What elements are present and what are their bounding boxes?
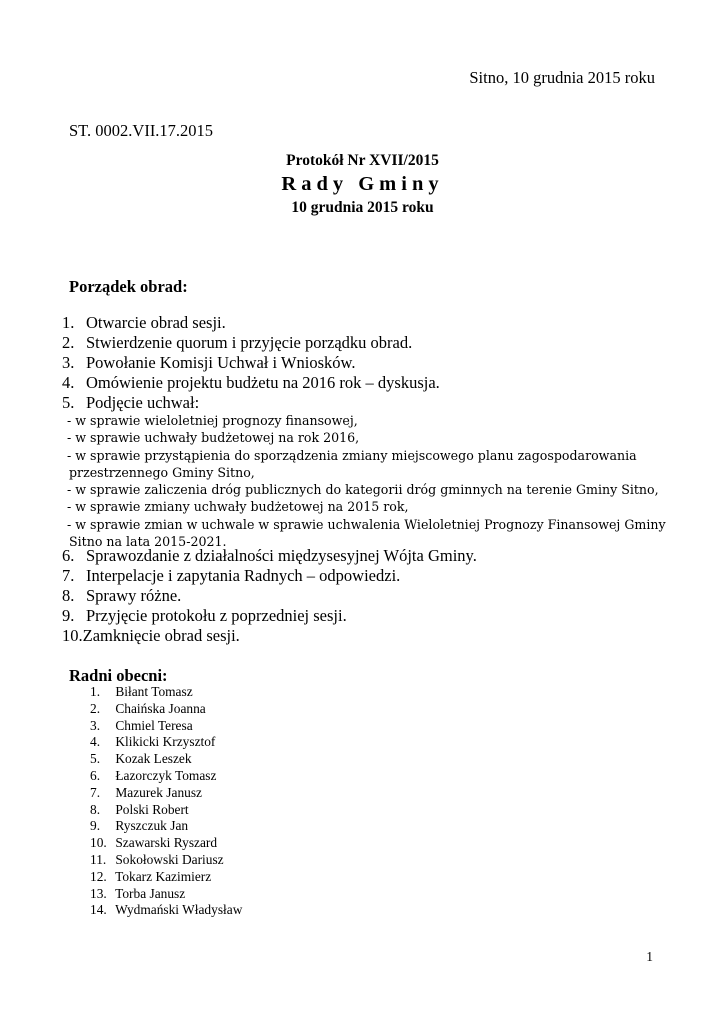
councillor-item [90, 818, 242, 835]
councillor-name: Chmiel Teresa [115, 717, 193, 733]
agenda-item-text: Powołanie Komisji Uchwał i Wniosków. [86, 353, 356, 372]
councillor-name: Ryszczuk Jan [115, 818, 189, 834]
councillor-number: 13. [90, 885, 107, 901]
agenda-list-second [62, 546, 662, 646]
councillor-name: Klikicki Krzysztof [115, 734, 216, 750]
agenda-item-number: 4. [62, 373, 75, 392]
council-name: Rady Gminy [281, 173, 444, 195]
resolution-subitem: - w sprawie wieloletniej prognozy finansowej, [67, 413, 358, 428]
councillor-item [90, 852, 242, 869]
resolution-subitem: - w sprawie uchwały budżetowej na rok 2016, [67, 430, 360, 446]
councillor-item [90, 902, 242, 919]
councillor-number: 7. [90, 784, 101, 800]
place-date: Sitno, 10 grudnia 2015 roku [469, 68, 655, 87]
resolution-subitem: - w sprawie zmian w uchwale w sprawie uchwalenia Wieloletniej Prognozy Finansowej Gminy [67, 516, 666, 532]
councillor-name: Chaińska Joanna [115, 700, 206, 716]
agenda-item-number: 1. [62, 313, 75, 332]
present-councillors-heading: Radni obecni: [69, 666, 168, 685]
agenda-item [62, 566, 662, 586]
agenda-item [62, 353, 662, 373]
councillor-number: 12. [90, 868, 107, 884]
agenda-item [62, 626, 662, 646]
councillor-name: Szawarski Ryszard [115, 835, 218, 851]
councillor-item [90, 734, 242, 751]
agenda-item [62, 373, 662, 393]
councillor-item [90, 768, 242, 785]
agenda-item-number: 5. [62, 393, 75, 412]
resolution-subitem-continuation: przestrzennego Gminy Sitno, [69, 464, 255, 480]
protocol-title: Protokół Nr XVII/2015 [286, 152, 439, 169]
councillor-number: 5. [90, 751, 101, 767]
councillor-item [90, 684, 242, 701]
agenda-list-first [62, 313, 662, 413]
agenda-item [62, 606, 662, 626]
present-councillors-list [90, 684, 242, 919]
councillor-number: 10. [90, 835, 107, 851]
agenda-item-number: 8. [62, 586, 75, 605]
resolution-subitem-continuation: Sitno na lata 2015-2021. [69, 534, 227, 550]
agenda-item-text: Zamknięcie obrad sesji. [82, 626, 240, 645]
councillor-number: 6. [90, 767, 101, 783]
councillor-number: 3. [90, 717, 101, 733]
session-date: 10 grudnia 2015 roku [291, 199, 434, 216]
agenda-item-text: Interpelacje i zapytania Radnych – odpowiedzi. [86, 566, 401, 585]
page-number: 1 [646, 949, 653, 964]
councillor-name: Sokołowski Dariusz [115, 851, 224, 867]
agenda-item-text: Sprawy różne. [86, 586, 182, 605]
councillor-item [90, 869, 242, 886]
councillor-name: Mazurek Janusz [115, 784, 202, 800]
councillor-item [90, 701, 242, 718]
councillor-number: 2. [90, 700, 101, 716]
agenda-item [62, 393, 662, 413]
agenda-item-text: Sprawozdanie z działalności międzysesyjnej Wójta Gminy. [86, 546, 477, 565]
agenda-item [62, 546, 662, 566]
agenda-item [62, 333, 662, 353]
agenda-item [62, 586, 662, 606]
councillor-number: 11. [90, 851, 107, 867]
agenda-item-number: 9. [62, 606, 75, 625]
agenda-item-text: Podjęcie uchwał: [86, 393, 200, 412]
agenda-item-number: 2. [62, 333, 75, 352]
councillor-name: Polski Robert [115, 801, 189, 817]
agenda-item-number: 7. [62, 566, 75, 585]
resolution-subitem: - w sprawie zaliczenia dróg publicznych do kategorii dróg gminnych na terenie Gminy Sitno, [67, 482, 659, 498]
councillor-item [90, 835, 242, 852]
councillor-item [90, 751, 242, 768]
resolution-sublist [67, 412, 667, 550]
councillor-item [90, 718, 242, 735]
councillor-name: Łazorczyk Tomasz [115, 767, 217, 783]
councillor-number: 9. [90, 818, 101, 834]
councillor-item [90, 785, 242, 802]
councillor-name: Wydmański Władysław [115, 902, 243, 918]
councillor-number: 4. [90, 734, 101, 750]
councillor-number: 1. [90, 684, 101, 699]
councillor-name: Tokarz Kazimierz [115, 868, 212, 884]
councillor-item [90, 886, 242, 903]
agenda-item-number: 6. [62, 546, 75, 565]
agenda-item-text: Omówienie projektu budżetu na 2016 rok – dyskusja. [86, 373, 440, 392]
councillor-number: 14. [90, 902, 107, 918]
agenda-item-text: Stwierdzenie quorum i przyjęcie porządku obrad. [86, 333, 413, 352]
agenda-item-text: Otwarcie obrad sesji. [86, 313, 226, 332]
councillor-item [90, 802, 242, 819]
agenda-item [62, 313, 662, 333]
councillor-name: Biłant Tomasz [115, 684, 193, 699]
councillor-name: Torba Janusz [115, 885, 186, 901]
document-reference: ST. 0002.VII.17.2015 [69, 121, 214, 140]
councillor-number: 8. [90, 801, 101, 817]
resolution-subitem: - w sprawie przystąpienia do sporządzenia zmiany miejscowego planu zagospodarowania [67, 447, 637, 463]
agenda-item-number: 3. [62, 353, 75, 372]
agenda-item-number: 10. [62, 626, 83, 645]
councillor-name: Kozak Leszek [115, 751, 192, 767]
agenda-heading: Porządek obrad: [69, 277, 188, 296]
resolution-subitem: - w sprawie zmiany uchwały budżetowej na 2015 rok, [67, 499, 409, 515]
agenda-item-text: Przyjęcie protokołu z poprzedniej sesji. [86, 606, 347, 625]
